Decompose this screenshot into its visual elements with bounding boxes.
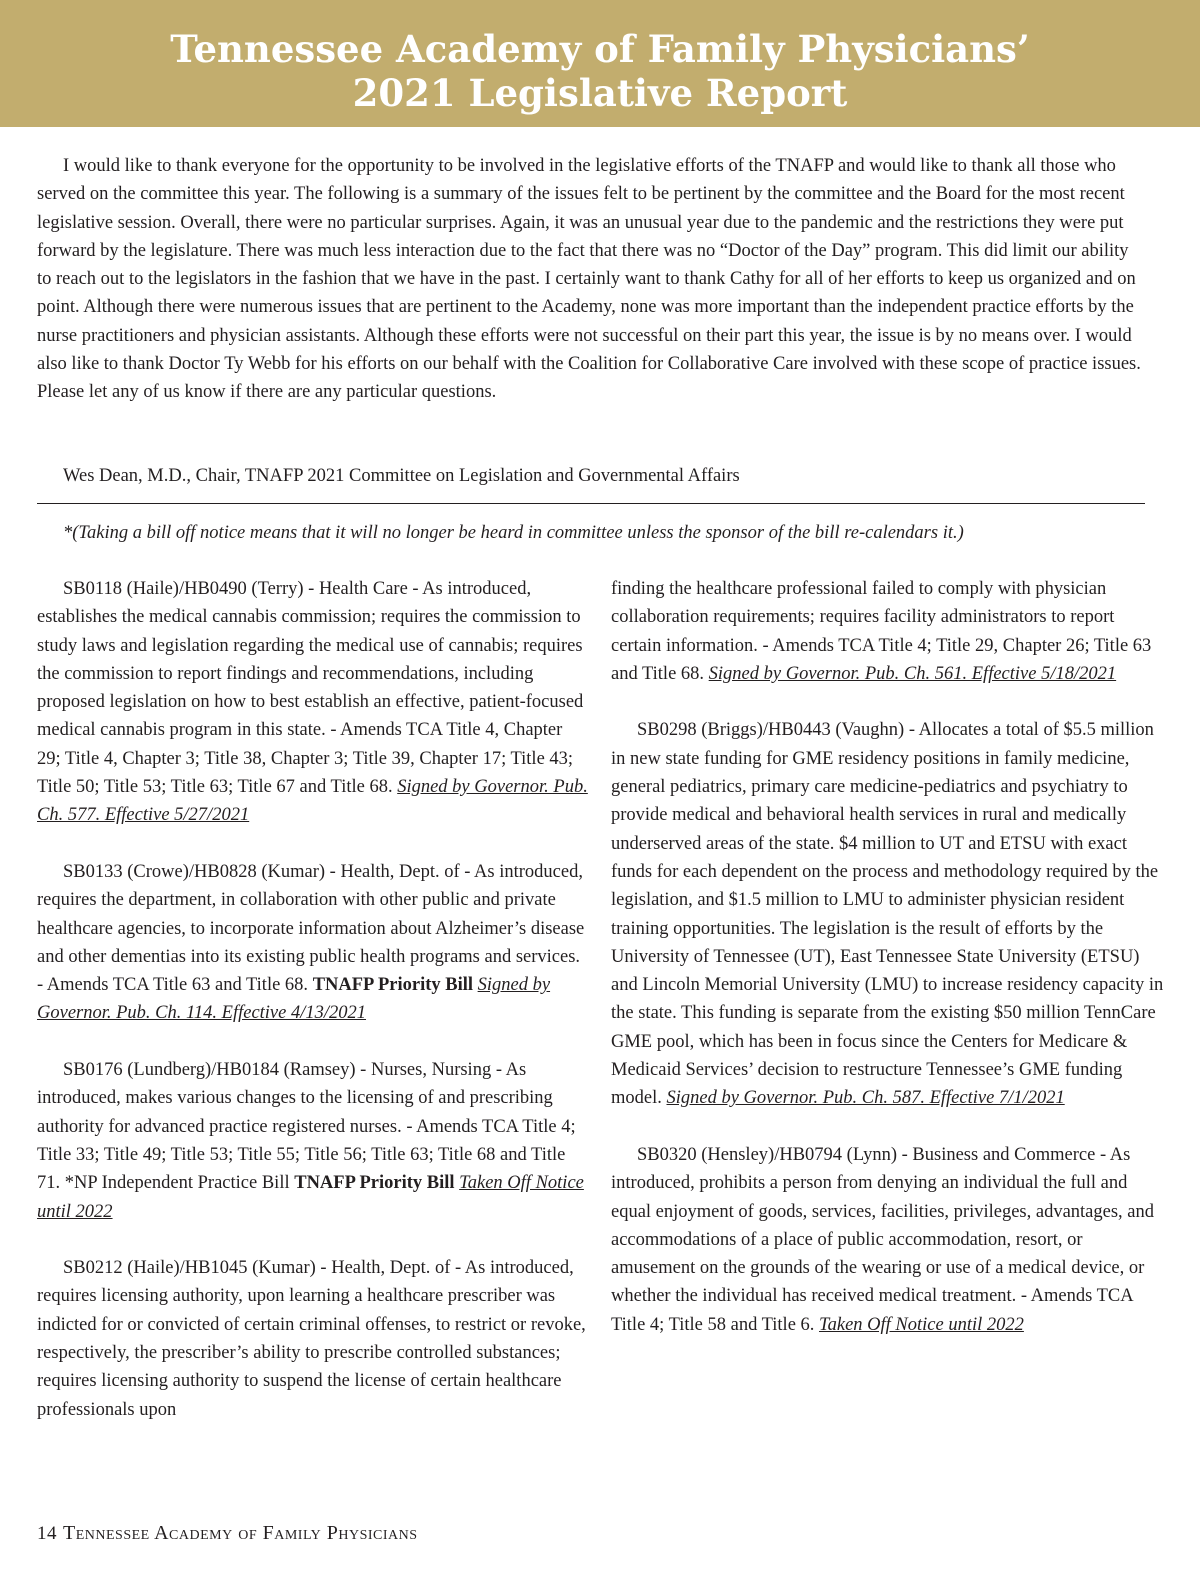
intro-paragraph: I would like to thank everyone for the opportunity to be involved in the legislative efforts of the TNAFP and would like to thank all those who served on the committee this year. The following is a summary of the issues felt to be pertinent by the committee and the Board for the most recent legislative session. Overall, there were no particular surprises. Again, it was an unusual year due to the pandemic and the restrictions they were put forward by the legislature. There was much less interaction due to the fact that there was no “Doctor of the Day” program. This did limit our ability to reach out to the legislators in the fashion that we have in the past. I certainly want to thank Cathy for all of her efforts to keep us organized and on point. Although there were numerous issues that are pertinent to the Academy, none was more important than the independent practice efforts by the nurse practitioners and physician assistants. Although these efforts were not successful on their part this year, the issue is by no means over. I would also like to thank Doctor Ty Webb for his efforts on our behalf with the Coalition for Collaborative Care involved with these scope of practice issues. Please let any of us know if there are any particular questions. — [37, 156, 1141, 403]
off-notice-note: *(Taking a bill off notice means that it will no longer be heard in committee unless the sponsor of the bill re-calendars it.) — [63, 523, 964, 543]
bill-sb0118-status: Signed by Governor. Pub. Ch. 577. Effective 5/27/2021 — [37, 777, 588, 826]
left-column — [37, 575, 589, 1452]
bill-sb0118-text: SB0118 (Haile)/HB0490 (Terry) - Health Care - As introduced, establishes the medical cannabis commission; requires the commission to study laws and legislation regarding the medical use of cannabis; requires the commission to report findings and recommendations, including proposed legislation on how to best establish an effective, patient-focused medical cannabis program in this state. - Amends TCA Title 4, Chapter 29; Title 4, Chapter 3; Title 38, Chapter 3; Title 39, Chapter 17; Title 43; Title 50; Title 53; Title 63; Title 67 and Title 68. — [37, 579, 584, 798]
bill-sb0212-continued — [611, 575, 1166, 688]
bill-sb0320-status: Taken Off Notice until 2022 — [819, 1314, 1024, 1335]
bill-sb0176-status: Taken Off Notice until 2022 — [37, 1173, 584, 1222]
page-number: 14 — [37, 1523, 57, 1544]
chair-signature: Wes Dean, M.D., Chair, TNAFP 2021 Committee on Legislation and Governmental Affairs — [63, 466, 740, 486]
divider — [37, 503, 1145, 504]
bill-sb0133-text: SB0133 (Crowe)/HB0828 (Kumar) - Health, Dept. of - As introduced, requires the department, in collaboration with other public and private healthcare agencies, to incorporate information about Alzheimer’s disease and other dementias into its existing public health programs and services. - Amends TCA Title 63 and Title 68. — [37, 861, 585, 996]
intro-section — [37, 152, 1147, 407]
bill-sb0212-status: Signed by Governor. Pub. Ch. 561. Effective 5/18/2021 — [708, 663, 1117, 684]
bill-sb0133-status: Signed by Governor. Pub. Ch. 114. Effective 4/13/2021 — [37, 975, 551, 1024]
bill-sb0176-text: SB0176 (Lundberg)/HB0184 (Ramsey) - Nurses, Nursing - As introduced, makes various changes to the licensing of and prescribing authority for advanced practice registered nurses. - Amends TCA Title 4; Title 33; Title 49; Title 53; Title 55; Title 56; Title 63; Title 68 and Title 71. *NP Independent Practice Bill — [37, 1060, 576, 1194]
bill-sb0133 — [37, 858, 589, 1028]
bill-sb0212-text-part2: finding the healthcare professional failed to comply with physician collaboration requirements; requires facility administrators to report certain information. - Amends TCA Title 4; Title 29, Chapter 26; Title 63 and Title 68. — [611, 579, 1152, 684]
bill-sb0298-status: Signed by Governor. Pub. Ch. 587. Effective 7/1/2021 — [666, 1088, 1065, 1109]
bill-sb0212 — [37, 1254, 589, 1424]
title-line-2: 2021 Legislative Report — [352, 71, 848, 115]
bill-sb0133-priority: TNAFP Priority Bill — [312, 975, 473, 996]
bill-sb0212-text-part1: SB0212 (Haile)/HB1045 (Kumar) - Health, Dept. of - As introduced, requires licensing authority, upon learning a healthcare prescriber was indicted for or convicted of certain criminal offenses, to restrict or revoke, respectively, the prescriber’s ability to prescribe controlled substances; requires licensing authority to suspend the license of certain healthcare professionals upon — [37, 1258, 586, 1420]
bill-sb0298-text: SB0298 (Briggs)/HB0443 (Vaughn) - Allocates a total of $5.5 million in new state funding for GME residency positions in family medicine, general pediatrics, primary care medicine-pediatrics and psychiatry to provide medical and behavioral health services in rural and medically underserved areas of the state. $4 million to UT and ETSU with exact funds for each dependent on the process and methodology required by the legislation, and $1.5 million to LMU to administer physician resident training opportunities. The legislation is the result of efforts by the University of Tennessee (UT), East Tennessee State University (ETSU) and Lincoln Memorial University (LMU) to increase residency capacity in the state. This funding is separate from the existing $50 million TennCare GME pool, which has been in focus since the Centers for Medicare & Medicaid Services’ decision to restructure Tennessee’s GME funding model. — [611, 720, 1164, 1109]
page-header-banner — [0, 0, 1200, 127]
right-column — [611, 575, 1166, 1367]
bill-sb0298 — [611, 716, 1166, 1112]
page-footer — [37, 1520, 418, 1547]
publication-name: Tennessee Academy of Family Physicians — [63, 1522, 418, 1544]
bill-sb0176 — [37, 1056, 589, 1226]
bill-sb0176-priority: TNAFP Priority Bill — [294, 1173, 455, 1194]
bill-sb0320 — [611, 1141, 1166, 1339]
bill-sb0320-text: SB0320 (Hensley)/HB0794 (Lynn) - Business and Commerce - As introduced, prohibits a person from denying an individual the full and equal enjoyment of goods, services, facilities, privileges, advantages, and accommodations of a place of public accommodation, resort, or amusement on the grounds of the wearing or use of a medical device, or whether the individual has received medical treatment. - Amends TCA Title 4; Title 58 and Title 6. — [611, 1144, 1155, 1335]
title-line-1: Tennessee Academy of Family Physicians’ — [170, 27, 1030, 71]
bill-sb0118 — [37, 575, 589, 830]
